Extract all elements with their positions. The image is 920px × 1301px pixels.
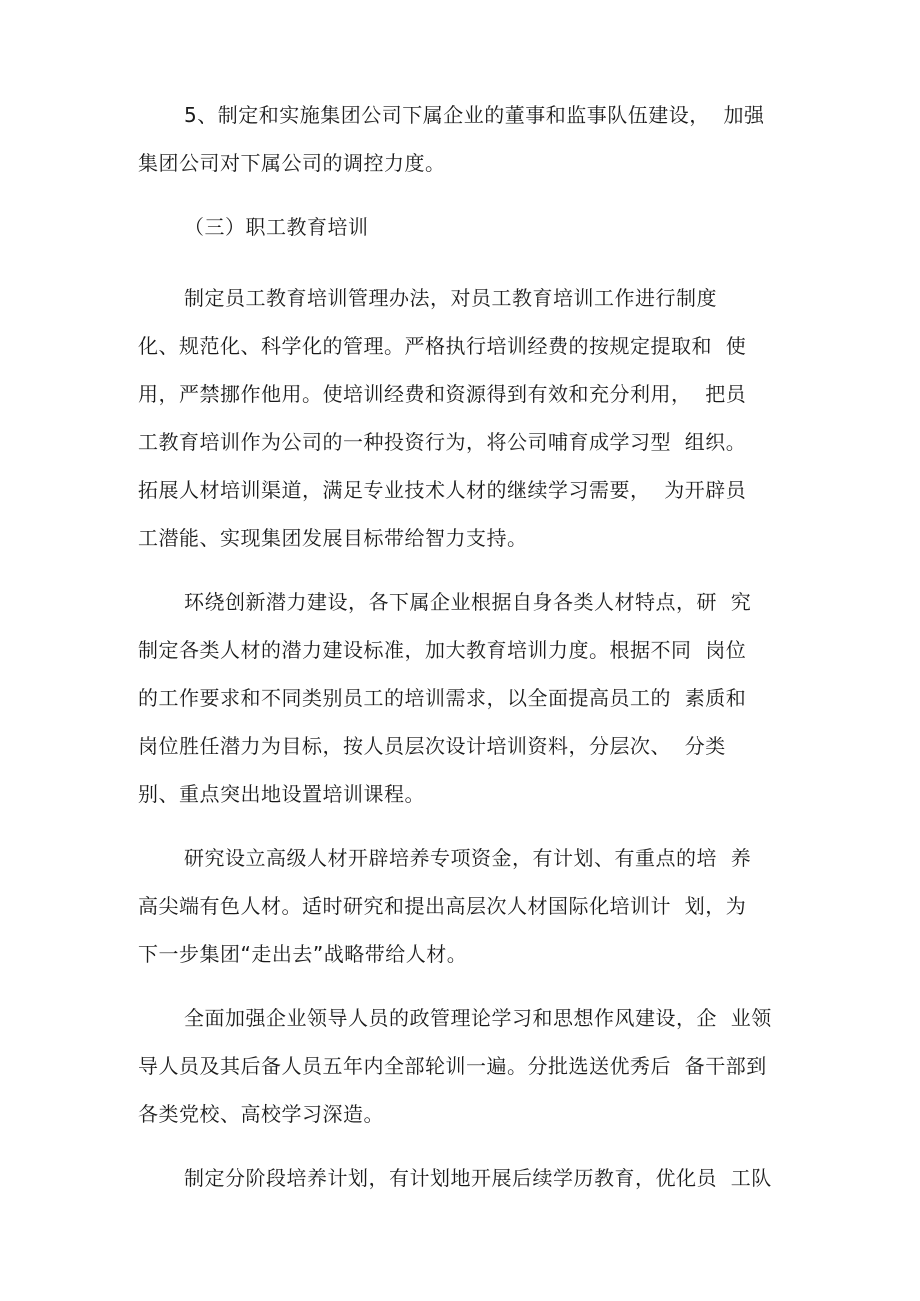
- section-heading: （三）职工教育培训: [184, 215, 369, 239]
- paragraph-3-line-3: 的工作要求和不同类别员工的培训需求，以全面提高员工的 素质和: [138, 686, 747, 710]
- paragraph-1-line-2: 集团公司对下属公司的调控力度。: [138, 151, 446, 175]
- paragraph-2-line-1: 制定员工教育培训管理办法，对员工教育培训工作进行制度: [184, 286, 717, 310]
- paragraph-4-line-1: 研究设立高级人材开辟培养专项资金，有计划、有重点的培 养: [184, 846, 752, 870]
- paragraph-2-line-4: 工教育培训作为公司的一种投资行为，将公司哺育成学习型 组织。: [138, 430, 747, 454]
- paragraph-3-line-1: 环绕创新潜力建设，各下属企业根据自身各类人材特点，研 究: [184, 590, 752, 614]
- paragraph-2-line-6: 工潜能、实现集团发展目标带给智力支持。: [138, 526, 528, 550]
- paragraph-4-line-3: 下一步集团“走出去”战略带给人材。: [138, 942, 468, 966]
- paragraph-2-line-3: 用，严禁挪作他用。使培训经费和资源得到有效和充分利用， 把员: [138, 382, 747, 406]
- paragraph-5-line-2: 导人员及其后备人员五年内全部轮训一遍。分批选送优秀后 备干部到: [138, 1054, 767, 1078]
- paragraph-3-line-5: 别、重点突出地设置培训课程。: [138, 782, 425, 806]
- paragraph-4-line-2: 高尖端有色人材。适时研究和提出高层次人材国际化培训计 划，为: [138, 894, 747, 918]
- paragraph-3-line-2: 制定各类人材的潜力建设标准，加大教育培训力度。根据不同 岗位: [138, 638, 747, 662]
- paragraph-3-line-4: 岗位胜任潜力为目标，按人员层次设计培训资料，分层次、 分类: [138, 734, 726, 758]
- paragraph-6-line-1: 制定分阶段培养计划，有计划地开展后续学历教育，优化员 工队: [184, 1166, 772, 1190]
- paragraph-5-line-1: 全面加强企业领导人员的政管理论学习和思想作风建设，企 业领: [184, 1006, 772, 1030]
- paragraph-1-line-1: 5、制定和实施集团公司下属企业的董事和监事队伍建设， 加强: [184, 103, 765, 127]
- paragraph-5-line-3: 各类党校、高校学习深造。: [138, 1102, 384, 1126]
- paragraph-2-line-2: 化、规范化、科学化的管理。严格执行培训经费的按规定提取和 使: [138, 334, 747, 358]
- paragraph-2-line-5: 拓展人材培训渠道，满足专业技术人材的继续学习需要， 为开辟员: [138, 478, 747, 502]
